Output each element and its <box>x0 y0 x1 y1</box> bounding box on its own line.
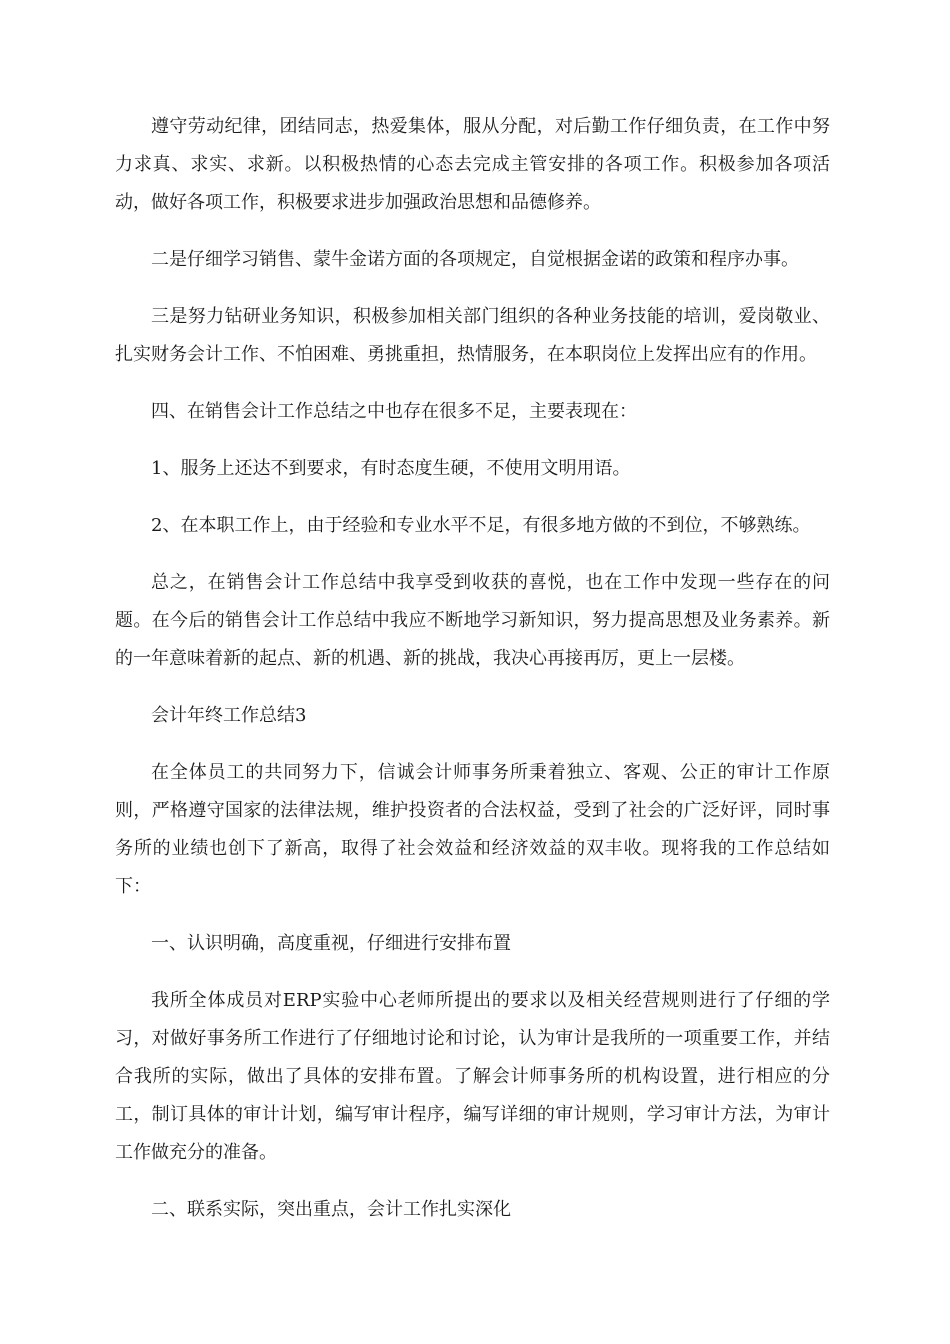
paragraph-point-two: 二是仔细学习销售、蒙牛金诺方面的各项规定，自觉根据金诺的政策和程序办事。 <box>151 249 799 270</box>
paragraph-shortcoming-1: 1、服务上还达不到要求，有时态度生硬，不使用文明用语。 <box>151 458 631 479</box>
paragraph-intro: 在全体员工的共同努力下，信诚会计师事务所秉着独立、客观、公正的审计工作原则，严格遵守国家的法律法规，维护投资者的合法权益，受到了社会的广泛好评，同时事务所的业绩也创下了新高，取得了社会效益和经济效益的双丰收。现将我的工作总结如下： <box>115 762 830 897</box>
subheading-one: 一、认识明确，高度重视，仔细进行安排布置 <box>151 933 511 954</box>
paragraph-shortcomings-heading: 四、在销售会计工作总结之中也存在很多不足，主要表现在： <box>151 401 637 422</box>
document-body <box>115 108 830 1248</box>
paragraph-shortcoming-2: 2、在本职工作上，由于经验和专业水平不足，有很多地方做的不到位，不够熟练。 <box>151 515 811 536</box>
section-title: 会计年终工作总结3 <box>151 705 307 726</box>
paragraph-point-three: 三是努力钻研业务知识，积极参加相关部门组织的各种业务技能的培训，爱岗敬业、扎实财务会计工作、不怕困难、勇挑重担，热情服务，在本职岗位上发挥出应有的作用。 <box>115 306 830 365</box>
subheading-two: 二、联系实际，突出重点，会计工作扎实深化 <box>151 1199 511 1220</box>
paragraph-conclusion: 总之，在销售会计工作总结中我享受到收获的喜悦，也在工作中发现一些存在的问题。在今后的销售会计工作总结中我应不断地学习新知识，努力提高思想及业务素养。新的一年意味着新的起点、新的机遇、新的挑战，我决心再接再厉，更上一层楼。 <box>115 572 830 669</box>
paragraph-discipline: 遵守劳动纪律，团结同志，热爱集体，服从分配，对后勤工作仔细负责，在工作中努力求真、求实、求新。以积极热情的心态去完成主管安排的各项工作。积极参加各项活动，做好各项工作，积极要求进步加强政治思想和品德修养。 <box>115 116 830 213</box>
paragraph-erp: 我所全体成员对ERP实验中心老师所提出的要求以及相关经营规则进行了仔细的学习，对做好事务所工作进行了仔细地讨论和讨论，认为审计是我所的一项重要工作，并结合我所的实际，做出了具体的安排布置。了解会计师事务所的机构设置，进行相应的分工，制订具体的审计计划，编写审计程序，编写详细的审计规则，学习审计方法，为审计工作做充分的准备。 <box>115 990 830 1163</box>
